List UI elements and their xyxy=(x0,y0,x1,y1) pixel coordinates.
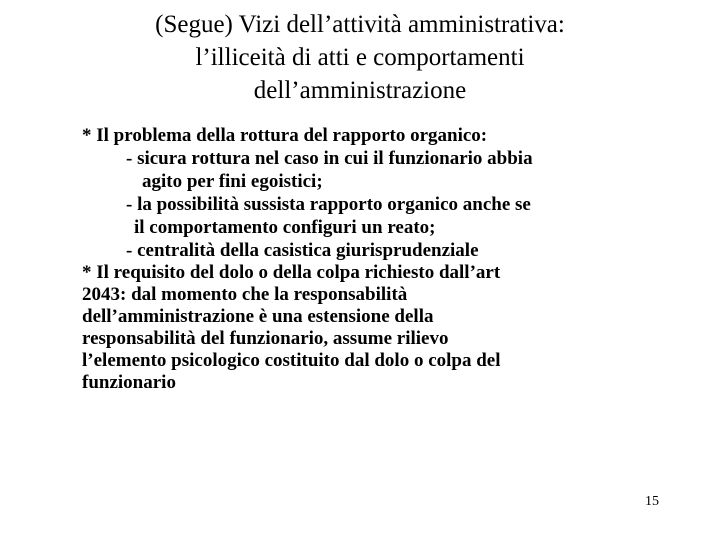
sub-item-selfish-purposes: - sicura rottura nel caso in cui il funzionario abbia xyxy=(126,148,533,169)
sub-item-crime-possibility-continued: il comportamento configuri un reato; xyxy=(134,217,436,238)
body-line: l’elemento psicologico costituito dal dolo o colpa del xyxy=(82,350,501,371)
paragraph-intent-negligence xyxy=(82,262,682,394)
paragraph-organic-relationship xyxy=(82,124,682,262)
sub-item-selfish-purposes-continued: agito per fini egoistici; xyxy=(142,171,323,192)
sub-item-crime-possibility: - la possibilità sussista rapporto organico anche se xyxy=(126,194,531,215)
body-line: dell’amministrazione è una estensione della xyxy=(82,306,434,327)
body-line: 2043: dal momento che la responsabilità xyxy=(82,284,408,305)
bullet-organic-relationship: * Il problema della rottura del rapporto organico: xyxy=(82,125,488,146)
bullet-intent-negligence: * Il requisito del dolo o della colpa richiesto dall’art xyxy=(82,262,501,283)
body-line: funzionario xyxy=(82,372,176,393)
slide-body xyxy=(82,124,682,394)
title-line-1: (Segue) Vizi dell’attività amministrativa: xyxy=(155,11,565,38)
title-line-3: dell’amministrazione xyxy=(253,77,467,104)
slide-title xyxy=(0,8,720,107)
body-line: responsabilità del funzionario, assume rilievo xyxy=(82,328,449,349)
sub-item-case-law: - centralità della casistica giurisprudenziale xyxy=(126,240,479,261)
title-line-2: l’illiceità di atti e comportamenti xyxy=(195,44,525,71)
page-number: 15 xyxy=(645,494,659,509)
